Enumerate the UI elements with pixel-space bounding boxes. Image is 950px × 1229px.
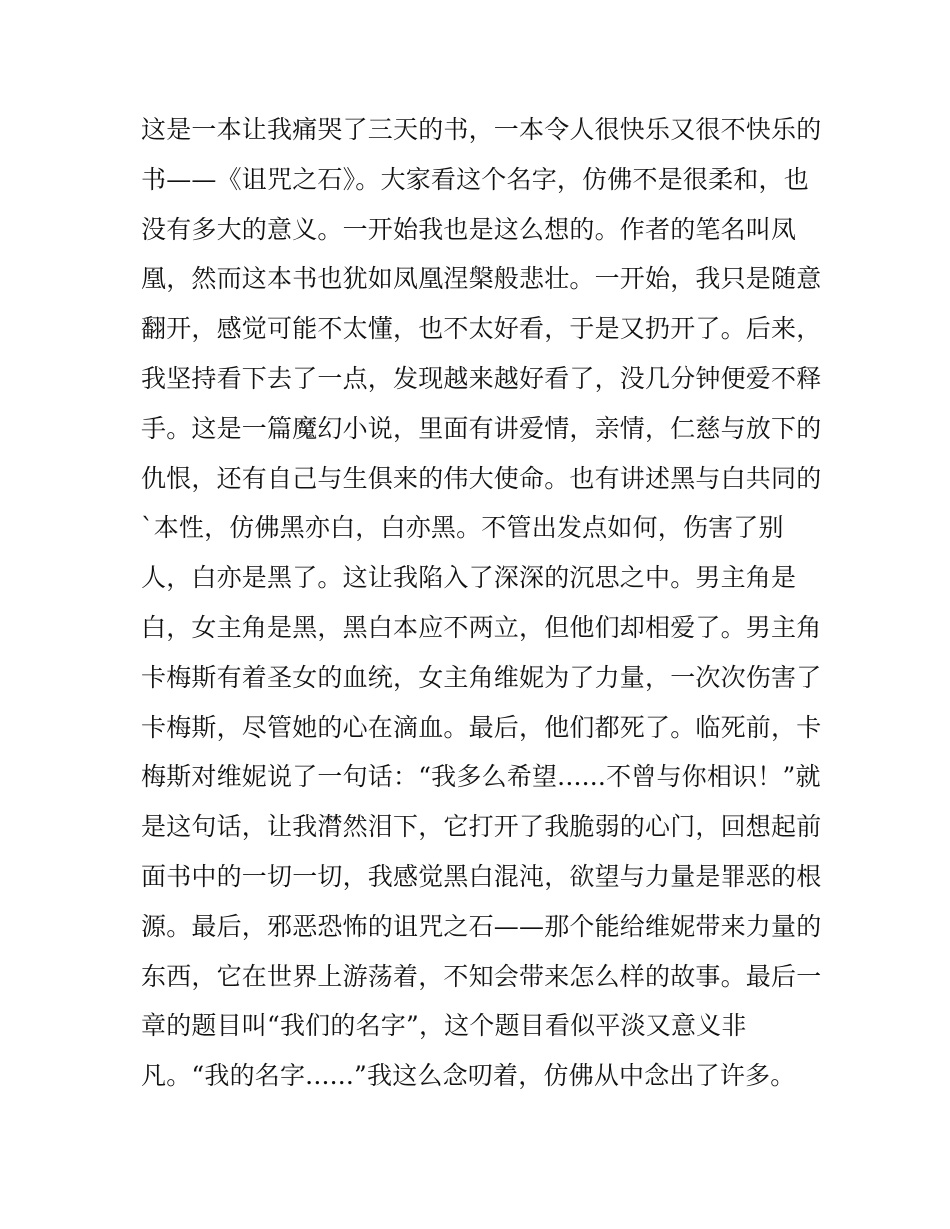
text-line: 卡梅斯，尽管她的心在滴血。最后，他们都死了。临死前，卡 <box>141 712 822 742</box>
text-line: 卡梅斯有着圣女的血统，女主角维妮为了力量，一次次伤害了 <box>141 662 822 692</box>
text-line: 翻开，感觉可能不太懂，也不太好看，于是又扔开了。后来， <box>141 314 822 344</box>
text-line: 梅斯对维妮说了一句话：“我多么希望......不曾与你相识！”就 <box>141 762 821 792</box>
essay-body <box>141 105 841 1101</box>
text-line: 仇恨，还有自己与生俱来的伟大使命。也有讲述黑与白共同的 <box>141 463 822 493</box>
text-line: 东西，它在世界上游荡着，不知会带来怎么样的故事。最后一 <box>141 961 822 991</box>
text-line: 白，女主角是黑，黑白本应不两立，但他们却相爱了。男主角 <box>141 612 822 642</box>
text-line: 这是一本让我痛哭了三天的书，一本令人很快乐又很不快乐的 <box>141 115 822 144</box>
text-line: 书——《诅咒之石》。大家看这个名字，仿佛不是很柔和，也 <box>141 164 809 194</box>
text-line: 章的题目叫“我们的名字”，这个题目看似平淡又意义非 <box>141 1011 747 1041</box>
text-line: 没有多大的意义。一开始我也是这么想的。作者的笔名叫凤 <box>141 214 797 244</box>
text-line: 凡。“我的名字......”我这么念叨着，仿佛从中念出了许多。 <box>141 1061 796 1091</box>
text-line: 手。这是一篇魔幻小说，里面有讲爱情，亲情，仁慈与放下的 <box>141 413 822 443</box>
text-line: 面书中的一切一切，我感觉黑白混沌，欲望与力量是罪恶的根 <box>141 861 822 891</box>
text-line: 我坚持看下去了一点，发现越来越好看了，没几分钟便爱不释 <box>141 363 822 393</box>
text-line: 人，白亦是黑了。这让我陷入了深深的沉思之中。男主角是 <box>141 563 797 593</box>
text-line: 凰，然而这本书也犹如凤凰涅槃般悲壮。一开始，我只是随意 <box>141 264 822 294</box>
text-line: `本性，仿佛黑亦白，白亦黑。不管出发点如何，伤害了别 <box>141 513 784 543</box>
text-line: 是这句话，让我潸然泪下，它打开了我脆弱的心门，回想起前 <box>141 812 822 842</box>
text-line: 源。最后，邪恶恐怖的诅咒之石——那个能给维妮带来力量的 <box>141 911 822 941</box>
